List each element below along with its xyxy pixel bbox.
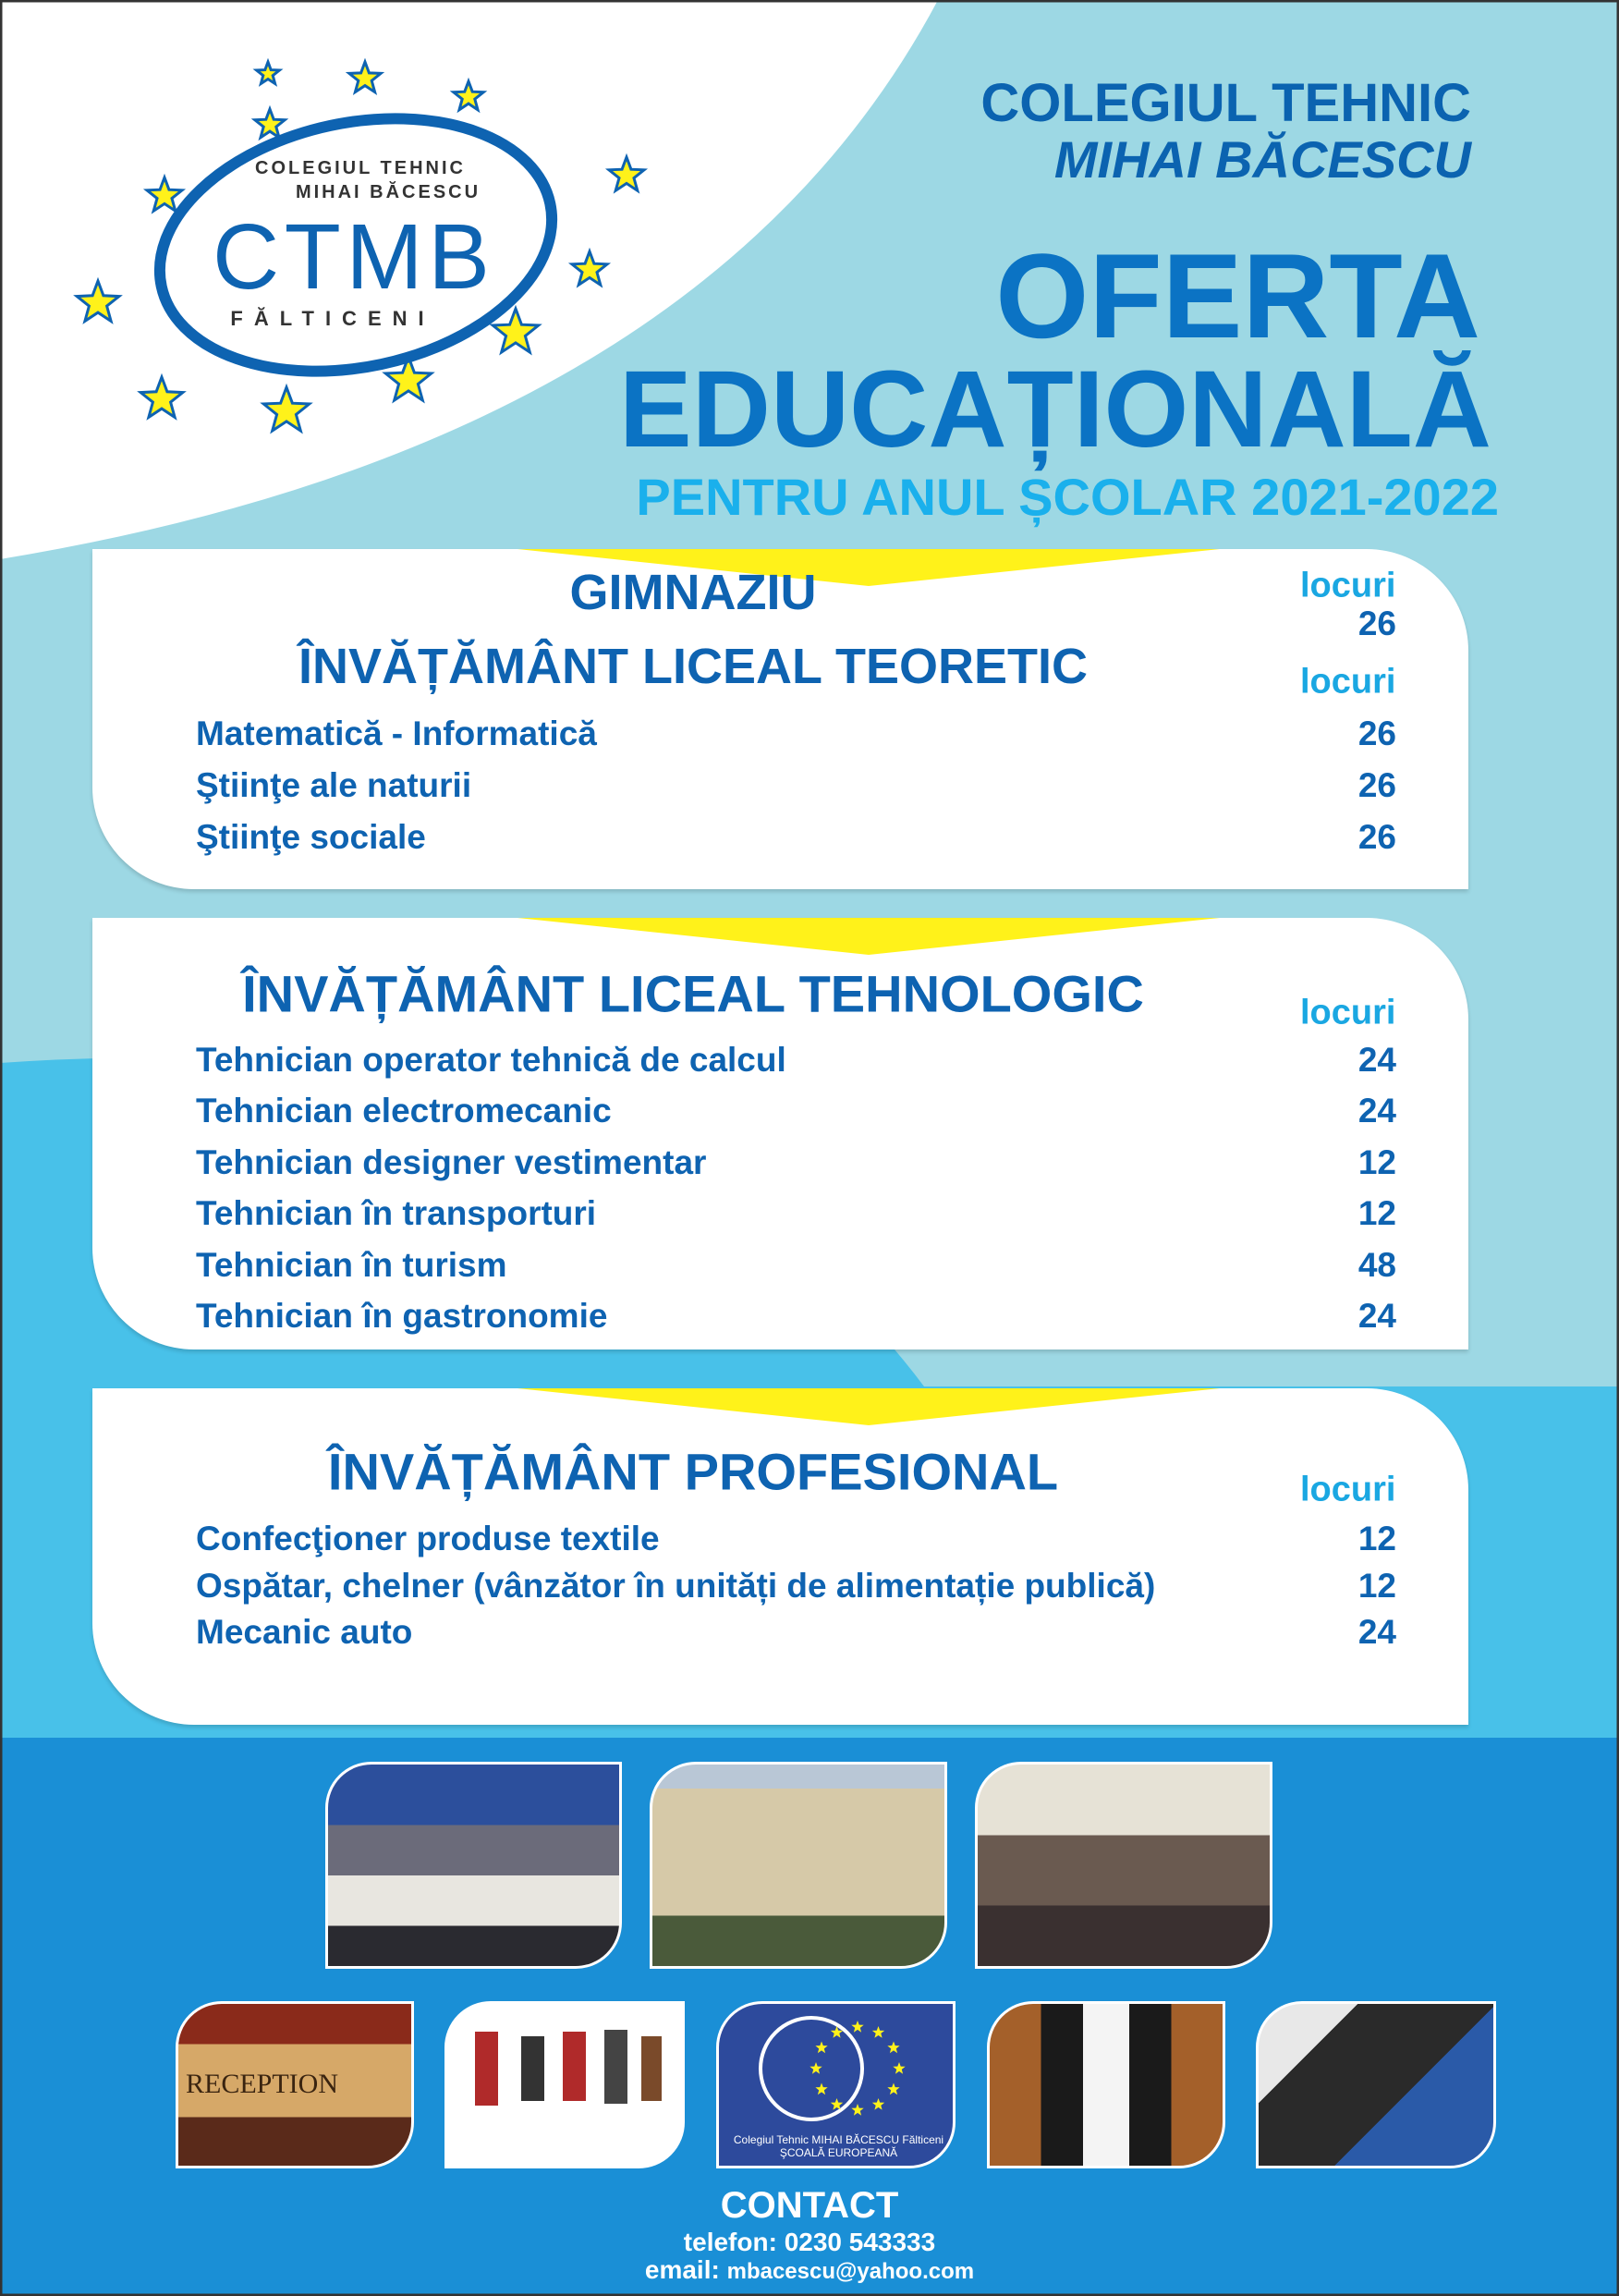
school-name-2: MIHAI BĂCESCU <box>1053 130 1471 189</box>
eu-caption <box>719 2133 956 2159</box>
school-name: COLEGIUL TEHNIC <box>980 73 1471 133</box>
seats-value: 26 <box>1357 766 1396 804</box>
program-name: Tehnician în turism <box>196 1245 507 1284</box>
star-icon <box>872 2098 884 2110</box>
program-name: Confecţioner produse textile <box>196 1520 660 1557</box>
page-title-2: EDUCAȚIONALĂ <box>619 348 1491 470</box>
photo-car-mechanic <box>1256 2001 1496 2168</box>
star-icon <box>887 2042 899 2054</box>
email-link[interactable]: mbacescu@yahoo.com <box>726 2259 975 2284</box>
star-icon <box>609 157 644 190</box>
section-heading: ÎNVĂȚĂMÂNT PROFESIONAL <box>327 1442 1059 1501</box>
star-icon <box>454 81 483 110</box>
yellow-arrow <box>517 1388 1220 1425</box>
star-icon <box>851 2104 863 2116</box>
seats-value: 12 <box>1357 1142 1396 1181</box>
seats-value: 24 <box>1357 1092 1396 1130</box>
seats-value: 12 <box>1357 1520 1396 1557</box>
star-icon <box>810 2062 822 2074</box>
star-icon <box>77 281 119 321</box>
seats-value: 26 <box>1357 714 1396 752</box>
contact-phone <box>0 2228 1619 2257</box>
locuri-label: locuri <box>1300 993 1396 1032</box>
program-name: Ştiinţe ale naturii <box>196 766 472 804</box>
program-name: Matematică - Informatică <box>196 714 597 752</box>
seats-value: 48 <box>1357 1245 1396 1284</box>
program-name: Ospătar, chelner (vânzător în unități de alimentație publică) <box>196 1566 1156 1605</box>
logo-text: COLEGIUL TEHNIC <box>255 158 466 178</box>
photo-fashion-models <box>444 2001 685 2168</box>
eu-caption-line: ŞCOALĂ EUROPEANĂ <box>779 2146 898 2159</box>
star-icon <box>147 177 182 211</box>
star-icon <box>257 62 280 84</box>
star-icon <box>893 2062 905 2074</box>
star-icon <box>872 2026 884 2038</box>
school-logo <box>65 55 665 453</box>
locuri-label: locuri <box>1300 1470 1396 1509</box>
program-name: Mecanic auto <box>196 1613 413 1651</box>
photo-waiter <box>987 2001 1225 2168</box>
photo-students-group <box>325 1762 622 1969</box>
section-heading: ÎNVĂȚĂMÂNT LICEAL TEORETIC <box>298 639 1088 694</box>
star-icon <box>815 2042 827 2054</box>
seats-value: 12 <box>1357 1194 1396 1233</box>
star-icon <box>815 2083 827 2095</box>
section-heading: ÎNVĂȚĂMÂNT LICEAL TEHNOLOGIC <box>242 964 1144 1023</box>
photo-reception <box>176 2001 414 2168</box>
photo-eu-school <box>716 2001 956 2168</box>
star-icon <box>851 2021 863 2033</box>
seats-value: 24 <box>1357 1613 1396 1651</box>
page-title: OFERTA <box>995 228 1480 363</box>
star-icon <box>140 377 183 417</box>
section-heading: GIMNAZIU <box>569 565 817 620</box>
seats-value: 12 <box>1357 1566 1396 1605</box>
photo-classroom <box>975 1762 1272 1969</box>
seats-value: 24 <box>1357 1297 1396 1335</box>
photo-school-building <box>650 1762 947 1969</box>
yellow-arrow <box>517 918 1220 955</box>
phone-value[interactable]: 0230 543333 <box>784 2228 936 2256</box>
star-icon <box>887 2083 899 2095</box>
program-name: Tehnician designer vestimentar <box>196 1142 707 1181</box>
phone-label: telefon: <box>683 2228 777 2256</box>
section-profesional <box>92 1388 1468 1725</box>
subtitle: PENTRU ANUL ȘCOLAR 2021-2022 <box>636 468 1499 526</box>
contact-title: CONTACT <box>720 2185 899 2226</box>
seats-value: 24 <box>1357 1041 1396 1079</box>
reception-sign-text: RECEPTION <box>186 2069 338 2099</box>
logo-city: FĂLTICENI <box>230 307 435 330</box>
star-icon <box>572 251 607 285</box>
logo-acronym: CTMB <box>213 205 490 309</box>
star-icon <box>263 387 309 431</box>
star-icon <box>255 109 285 138</box>
program-name: Tehnician în transporturi <box>196 1194 597 1233</box>
section-liceal-tehnologic <box>92 918 1468 1350</box>
program-name: Tehnician operator tehnică de calcul <box>196 1041 786 1079</box>
locuri-label: locuri <box>1300 566 1396 605</box>
contact-email <box>0 2255 1619 2285</box>
email-label: email: <box>644 2255 720 2284</box>
program-name: Ştiinţe sociale <box>196 818 426 856</box>
program-name: Tehnician în gastronomie <box>196 1297 608 1335</box>
seats-value: 26 <box>1357 605 1396 642</box>
star-icon <box>349 62 381 92</box>
program-name: Tehnician electromecanic <box>196 1092 612 1130</box>
fashion-figures <box>447 2004 685 2168</box>
logo-text: MIHAI BĂCESCU <box>295 182 481 202</box>
eu-caption-line: Colegiul Tehnic MIHAI BĂCESCU Fălticeni <box>733 2133 944 2146</box>
section-liceal-teoretic <box>92 549 1468 889</box>
locuri-label: locuri <box>1300 662 1396 702</box>
seats-value: 26 <box>1357 818 1396 856</box>
